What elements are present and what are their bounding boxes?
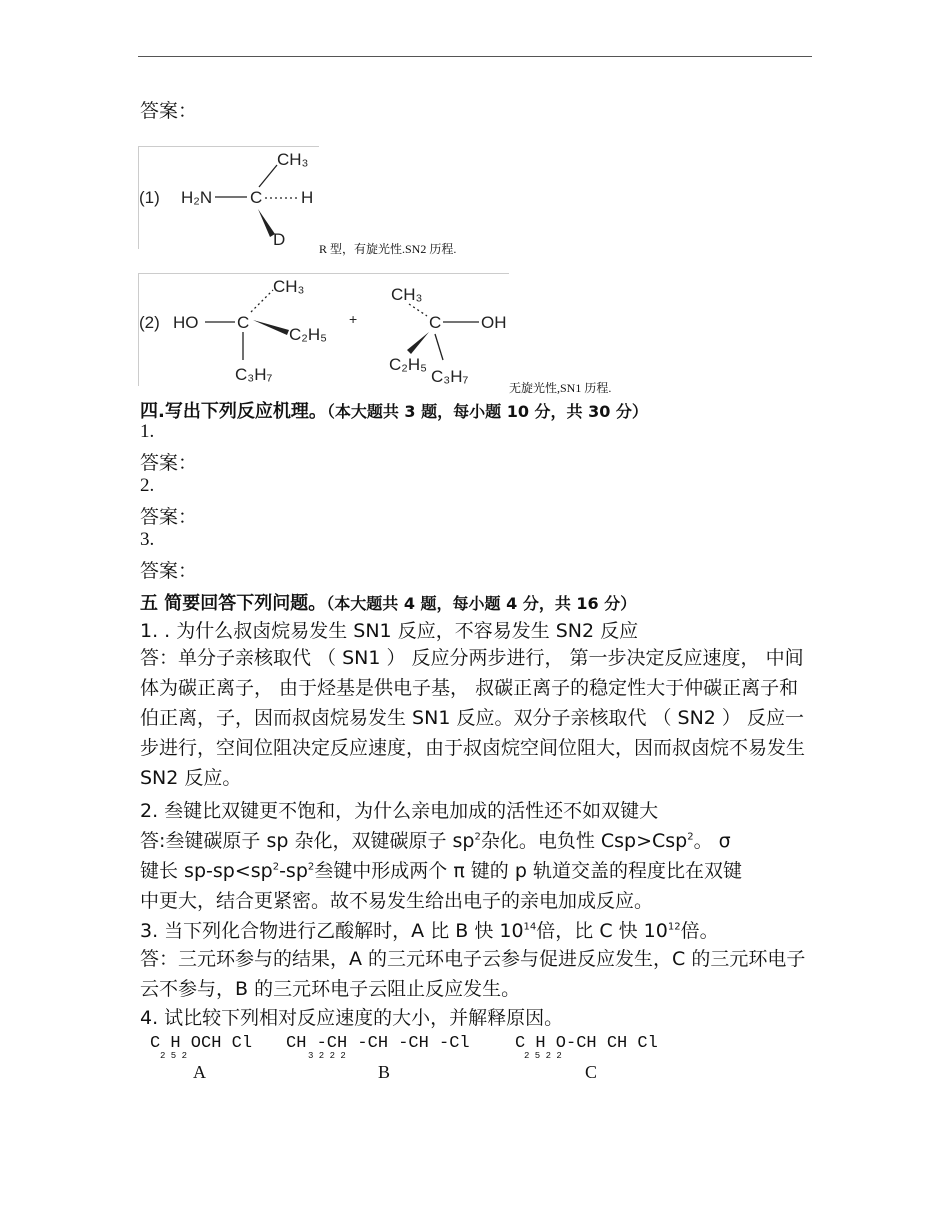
question-3-text-c: 倍。 [680, 920, 719, 942]
fig2-m2-left: C₂H₅ [389, 355, 428, 374]
section5-title: 五 简要回答下列问题。 [140, 593, 327, 614]
compound-c-subscripts: 2 5 2 2 [524, 1051, 562, 1061]
answer-2-text-f: 叁键中形成两个 π 键的 p 轨道交盖的程度比在双键 [314, 860, 742, 882]
answer-2-line-2 [140, 856, 742, 883]
answer-2-sup-d: 2 [307, 861, 315, 873]
question-3-sup-b: 12 [667, 921, 681, 933]
section4-note: （本大题共 3 题，每小题 10 分，共 30 分） [326, 402, 648, 421]
answer-2-text-a: 答:叁键碳原子 sp 杂化，双键碳原子 sp [140, 830, 475, 852]
fig1-right-atom: H [301, 188, 314, 207]
fig2-m2-center: C [429, 313, 442, 332]
structure-figure-1 [138, 146, 319, 249]
compound-c-formula: C H O-CH CH Cl [515, 1034, 658, 1053]
question-4: 4. 试比较下列相对反应速度的大小，并解释原因。 [140, 1007, 564, 1029]
section4-answer-1: 答案： [140, 452, 198, 474]
section4-answer-2: 答案： [140, 506, 198, 528]
question-3 [140, 916, 719, 943]
fig2-m2-top: CH₃ [391, 285, 423, 304]
fig2-label: (2) [139, 313, 160, 332]
fig1-top-group: CH₃ [277, 150, 309, 169]
fig2-m2-bottom: C₃H₇ [431, 367, 469, 386]
question-3-text-a: 3. 当下列化合物进行乙酸解时，A 比 B 快 10 [140, 920, 524, 942]
fig1-label: (1) [139, 188, 160, 207]
answer-2-line-1 [140, 826, 731, 853]
section4-title: 四.写出下列反应机理。 [140, 401, 327, 422]
fig1-center-atom: C [250, 188, 263, 207]
compound-a-formula: C H OCH Cl [150, 1034, 253, 1053]
answer-label-top: 答案： [140, 100, 198, 122]
answer-2-text-d: 键长 sp-sp<sp [140, 860, 273, 882]
answer-2-text-b: 杂化。电负性 Csp>Csp [480, 830, 688, 852]
fig2-caption: 无旋光性,SN1 历程. [509, 381, 612, 395]
section4-heading [140, 397, 648, 423]
structure-figure-2 [138, 273, 509, 386]
compound-a-label: A [193, 1062, 206, 1082]
section4-item-3: 3. [140, 529, 155, 550]
fig2-m1-right: C₂H₅ [289, 325, 328, 344]
fig2-m1-left: HO [173, 313, 199, 332]
fig2-plus: + [349, 311, 358, 327]
section4-item-1: 1. [140, 421, 155, 442]
question-3-sup-a: 14 [523, 921, 537, 933]
fig1-caption: R 型，有旋光性.SN2 历程. [319, 242, 457, 256]
answer-2-sup-a: 2 [474, 831, 481, 843]
compound-a-subscripts: 2 5 2 [160, 1051, 188, 1061]
fig1-left-group: H₂N [181, 188, 213, 207]
question-3-text-b: 倍，比 C 快 10 [536, 920, 668, 942]
answer-2-text-e: -sp [279, 860, 308, 882]
answer-2-text-c: 。 σ [693, 830, 731, 852]
compound-b-subscripts: 3 2 2 2 [308, 1051, 346, 1061]
fig2-m1-top: CH₃ [273, 277, 305, 296]
answer-3-paragraph: 答：三元环参与的结果，A 的三元环电子云参与促进反应发生，C 的三元环电子云不参与，B 的三元环电子云阻止反应发生。 [140, 948, 806, 1000]
section4-item-2: 2. [140, 475, 155, 496]
answer-2-sup-c: 2 [272, 861, 280, 873]
section4-answer-3: 答案： [140, 560, 198, 582]
question-2: 2. 叁键比双键更不饱和，为什么亲电加成的活性还不如双键大 [140, 800, 659, 822]
answer-2-line-3: 中更大，结合更紧密。故不易发生给出电子的亲电加成反应。 [140, 890, 654, 912]
fig2-m1-center: C [237, 313, 250, 332]
compound-b-label: B [378, 1062, 391, 1082]
header-rule [138, 56, 812, 57]
answer-1-paragraph: 答：单分子亲核取代 （ SN1 ） 反应分两步进行， 第一步决定反应速度， 中间体为碳正离子， 由于烃基是供电子基， 叔碳正离子的稳定性大于仲碳正离子和伯正离，子，因而叔卤烷易发生 SN1 反应。双分子亲核取代 （ SN2 ） 反应一步进行，空间位阻决定反应速度，由于叔卤烷空间位阻大，因而叔卤烷不易发生 SN2 反应。 [140, 647, 806, 789]
section5-note: （本大题共 4 题，每小题 4 分，共 16 分） [326, 594, 637, 613]
section5-heading [140, 589, 636, 615]
fig2-m1-bottom: C₃H₇ [235, 365, 273, 384]
question-1: 1. . 为什么叔卤烷易发生 SN1 反应，不容易发生 SN2 反应 [140, 620, 639, 642]
fig2-m2-right: OH [481, 313, 507, 332]
fig1-bottom-atom: D [273, 230, 286, 249]
compound-c-label: C [585, 1062, 598, 1082]
answer-2-sup-b: 2 [687, 831, 694, 843]
compound-b-formula: CH -CH -CH -CH -Cl [286, 1034, 470, 1053]
